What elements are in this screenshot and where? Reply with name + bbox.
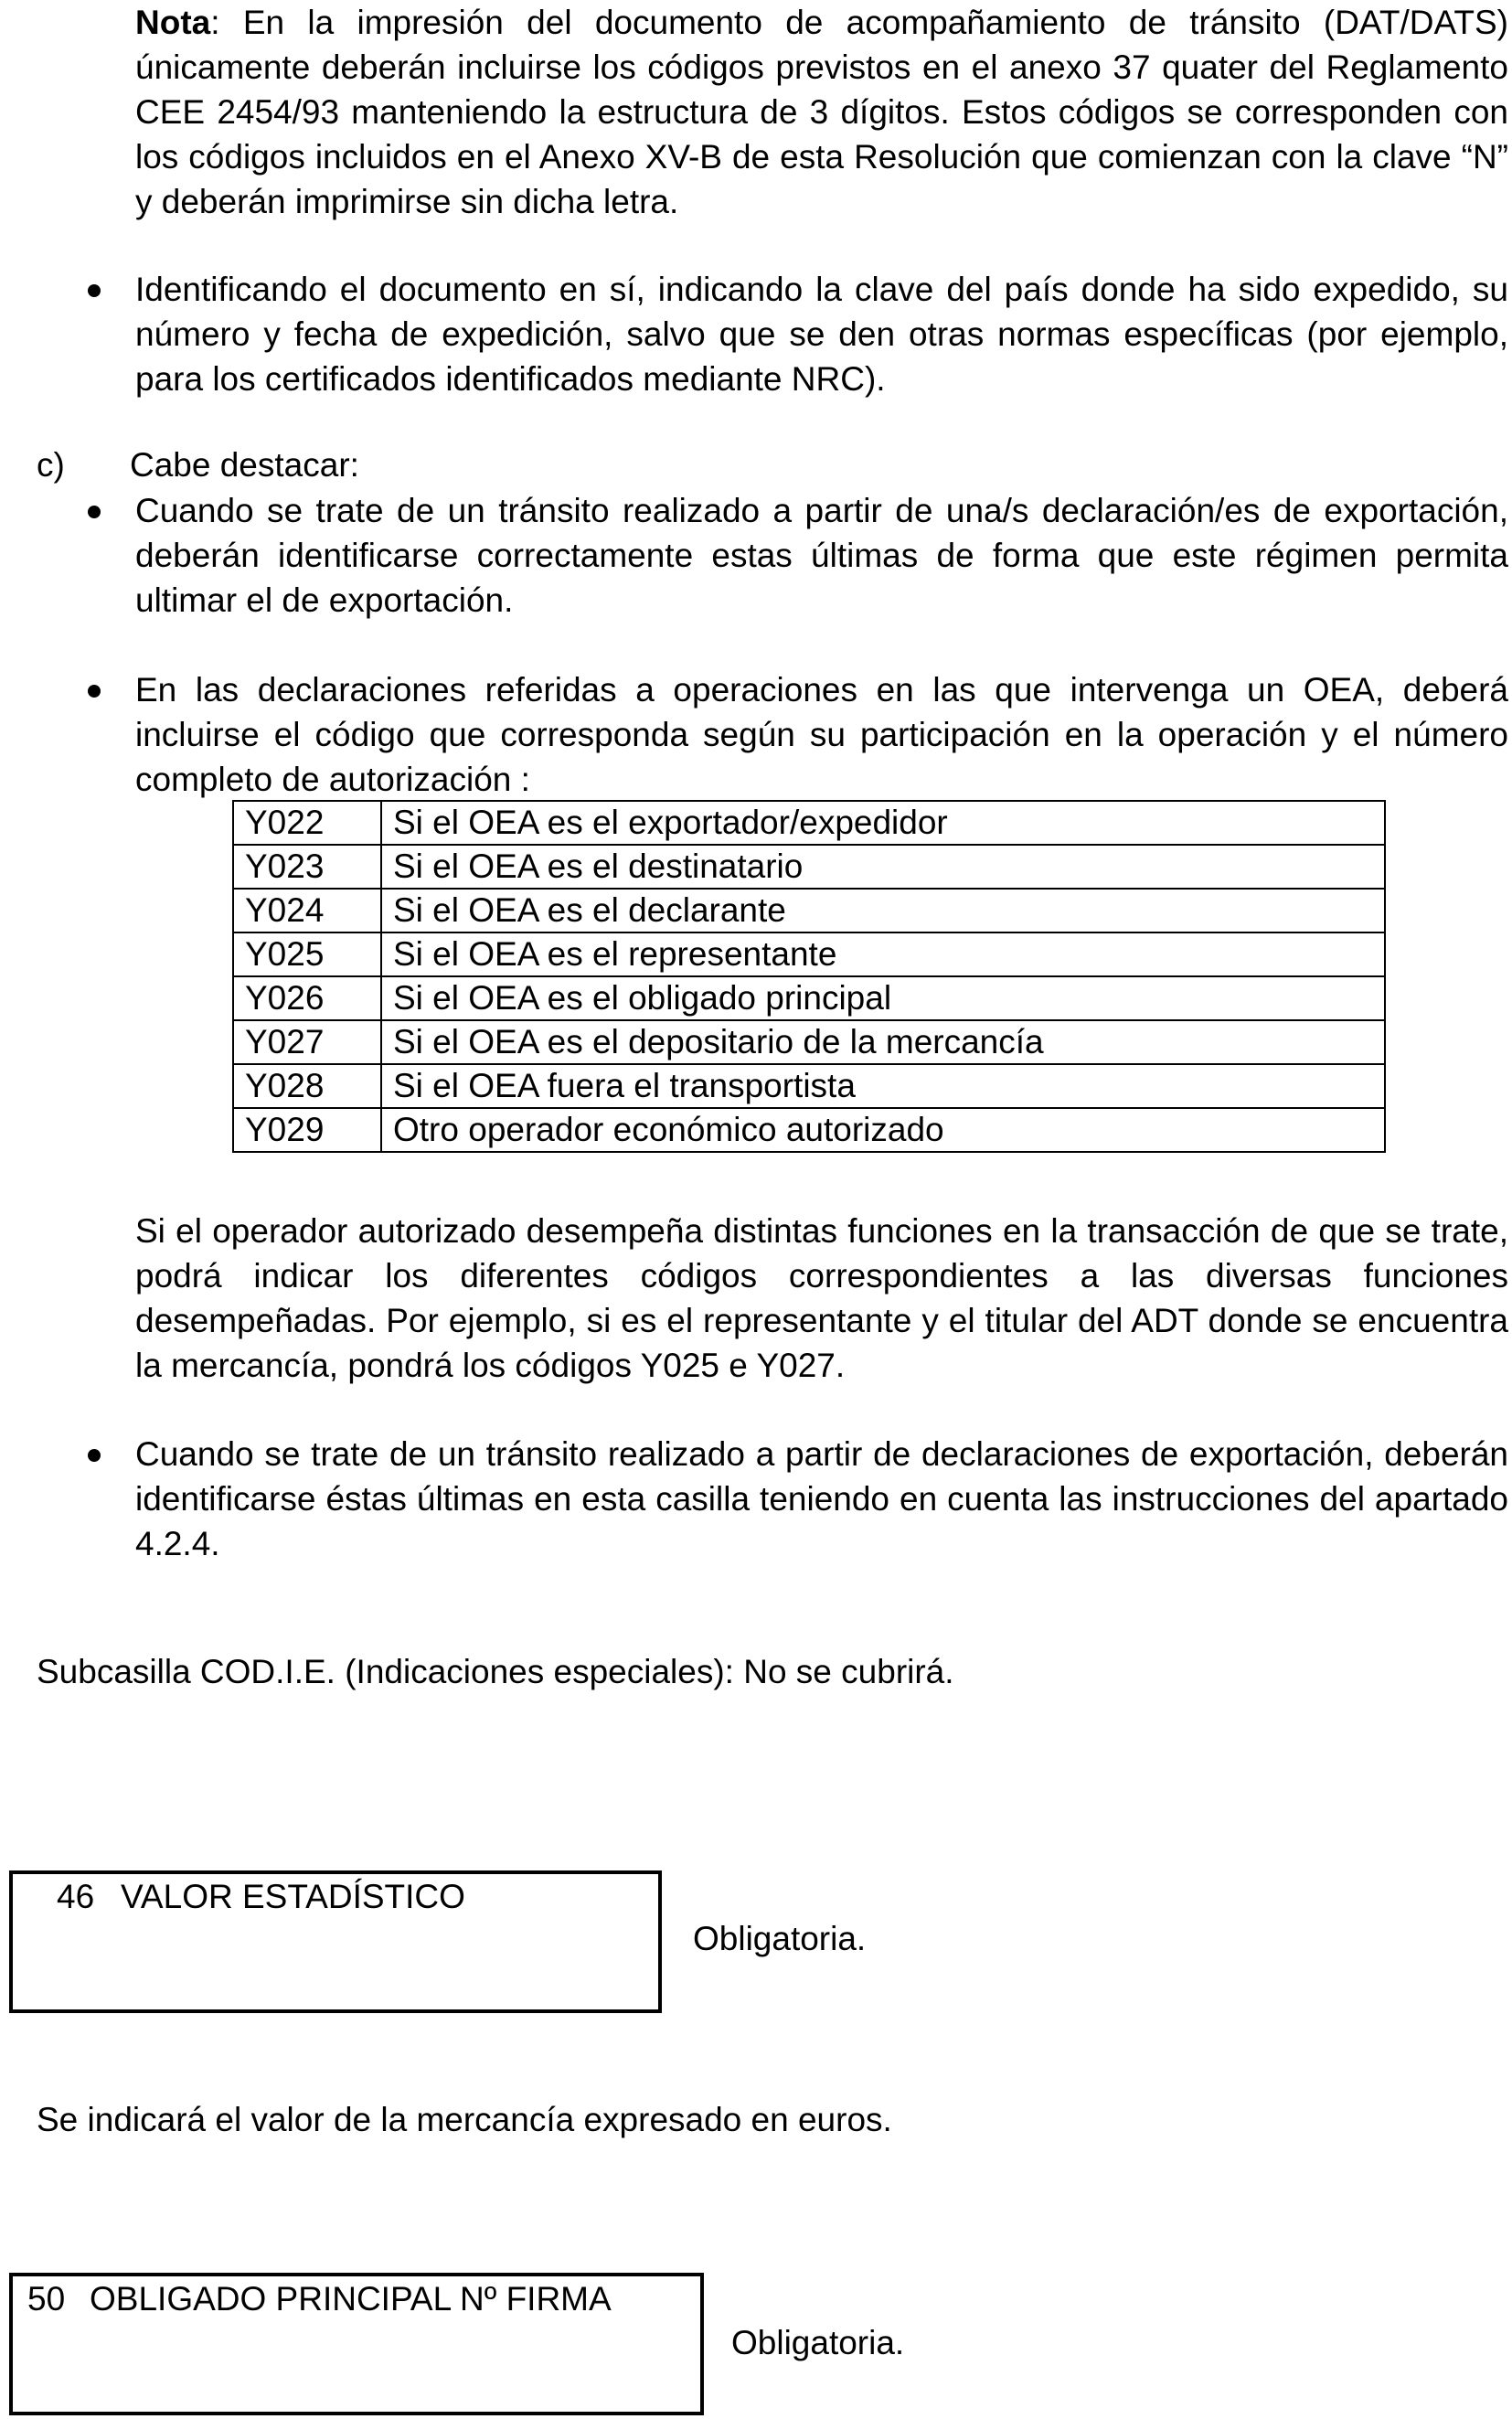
subcasilla-text: Subcasilla COD.I.E. (Indicaciones especiales): No se cubrirá.: [37, 1653, 954, 1690]
table-row: [233, 932, 1385, 976]
bullet-icon: [88, 506, 101, 518]
bullet-icon: [88, 284, 101, 297]
nota-label: Nota: [135, 4, 211, 41]
section-c-heading: Cabe destacar:: [130, 446, 359, 484]
table-row: [233, 801, 1385, 845]
box-46-status: Obligatoria.: [693, 1920, 867, 1957]
table-row: [233, 889, 1385, 932]
box-46-title: VALOR ESTADÍSTICO: [121, 1878, 465, 1915]
bullet-icon: [88, 1449, 101, 1462]
nota-text: : En la impresión del documento de acompañamiento de tránsito (DAT/DATS) únicamente deberán incluirse los códigos previstos en el anexo 37 quater del Reglamento CEE 2454/93 manteniendo la estructura de 3 dígitos. Estos códigos se corresponden con los códigos incluidos en el Anexo XV-B de esta Resolución que comienzan con la clave “N” y deberán imprimirse sin dicha letra.: [135, 4, 1508, 220]
oea-code: Y028: [233, 1064, 381, 1108]
oea-desc: Si el OEA es el obligado principal: [381, 976, 1385, 1020]
box-46: [9, 1870, 662, 2013]
oea-desc: Si el OEA es el destinatario: [381, 845, 1385, 889]
oea-code: Y023: [233, 845, 381, 889]
box-50-title: OBLIGADO PRINCIPAL Nº FIRMA: [90, 2280, 612, 2318]
bullet-exportacion: Cuando se trate de un tránsito realizado a partir de declaraciones de exportación, deberán identificarse éstas últimas en esta casilla teniendo en cuenta las instrucciones del apartado 4.2.4.: [135, 1435, 1508, 1562]
oea-code: Y024: [233, 889, 381, 932]
oea-desc: Otro operador económico autorizado: [381, 1108, 1385, 1152]
bullet-transito: Cuando se trate de un tránsito realizado a partir de una/s declaración/es de exportación, deberán identificarse correctamente estas últimas de forma que este régimen permita ultimar el de exportación.: [135, 492, 1508, 619]
oea-desc: Si el OEA es el depositario de la mercancía: [381, 1020, 1385, 1064]
table-row: [233, 1108, 1385, 1152]
table-row: [233, 845, 1385, 889]
valor-text: Se indicará el valor de la mercancía expresado en euros.: [37, 2101, 892, 2138]
table-row: [233, 1020, 1385, 1064]
oea-desc: Si el OEA es el representante: [381, 932, 1385, 976]
oea-code: Y027: [233, 1020, 381, 1064]
oea-code: Y022: [233, 801, 381, 845]
box-50: [9, 2273, 704, 2415]
table-row: [233, 1064, 1385, 1108]
section-c-marker: c): [37, 446, 65, 484]
oea-code: Y029: [233, 1108, 381, 1152]
box-50-status: Obligatoria.: [731, 2324, 905, 2361]
bullet-oea: En las declaraciones referidas a operaciones en las que intervenga un OEA, deberá incluirse el código que corresponda según su participación en la operación y el número completo de autorización :: [135, 671, 1508, 798]
bullet-identificando: Identificando el documento en sí, indicando la clave del país donde ha sido expedido, su número y fecha de expedición, salvo que se den otras normas específicas (por ejemplo, para los certificados identificados mediante NRC).: [135, 271, 1508, 398]
box-50-number: 50: [27, 2280, 66, 2318]
box-46-number: 46: [57, 1878, 95, 1915]
bullet-icon: [88, 685, 101, 698]
oea-code: Y025: [233, 932, 381, 976]
oea-code: Y026: [233, 976, 381, 1020]
oea-desc: Si el OEA es el exportador/expedidor: [381, 801, 1385, 845]
oea-desc: Si el OEA es el declarante: [381, 889, 1385, 932]
nota-paragraph: [135, 0, 1508, 224]
table-row: [233, 976, 1385, 1020]
oea-codes-table: [232, 800, 1386, 1153]
operador-paragraph: Si el operador autorizado desempeña distintas funciones en la transacción de que se trate, podrá indicar los diferentes códigos correspondientes a las diversas funciones desempeñadas. Por ejemplo, si es el representante y el titular del ADT donde se encuentra la mercancía, pondrá los códigos Y025 e Y027.: [135, 1212, 1508, 1384]
oea-desc: Si el OEA fuera el transportista: [381, 1064, 1385, 1108]
